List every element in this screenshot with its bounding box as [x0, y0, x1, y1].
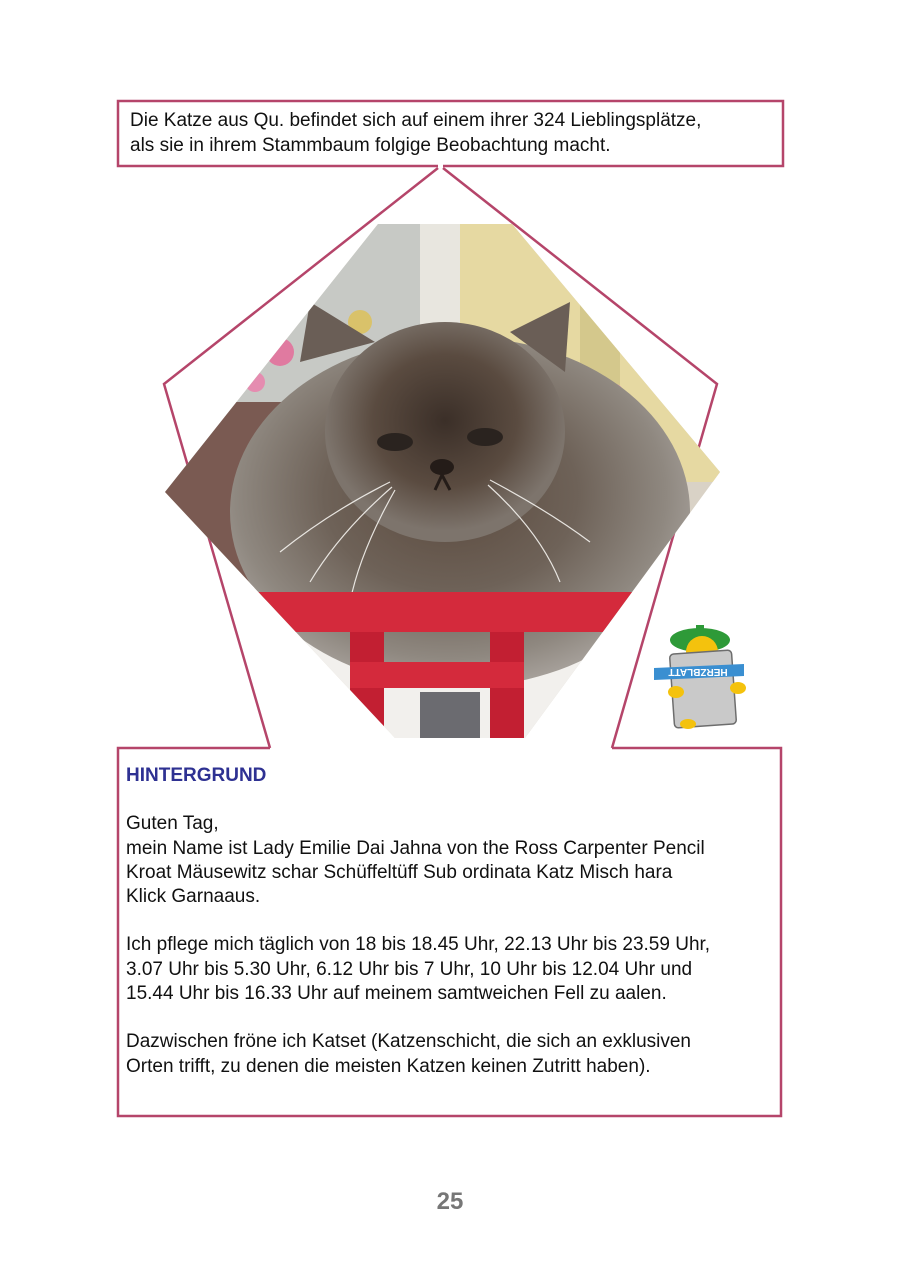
caption-line: als sie in ihrem Stammbaum folgige Beobachtung macht. — [130, 135, 611, 156]
text-line: Kroat Mäusewitz schar Schüffeltüff Sub ordinata Katz Misch hara — [126, 861, 673, 883]
page-number: 25 — [436, 1188, 464, 1215]
caption-text — [130, 108, 780, 158]
section-heading: HINTERGRUND — [126, 765, 267, 786]
greeting-paragraph — [126, 812, 786, 909]
text-line: Guten Tag, — [126, 813, 219, 835]
text-line: Ich pflege mich täglich von 18 bis 18.45 Uhr, 22.13 Uhr bis 23.59 Uhr, — [126, 934, 711, 956]
grooming-schedule-paragraph — [126, 933, 786, 1006]
text-line: mein Name ist Lady Emilie Dai Jahna von the Ross Carpenter Pencil — [126, 837, 705, 859]
text-line: Dazwischen fröne ich Katset (Katzenschicht, die sich an exklusiven — [126, 1031, 691, 1053]
newspaper-title: HERZBLATT — [668, 666, 728, 677]
text-line: 3.07 Uhr bis 5.30 Uhr, 6.12 Uhr bis 7 Uhr, 10 Uhr bis 12.04 Uhr und — [126, 958, 693, 980]
cat-photo — [160, 222, 720, 738]
text-line: Orten trifft, zu denen die meisten Katzen keinen Zutritt haben). — [126, 1055, 651, 1077]
newspaper-reader-icon — [648, 622, 752, 732]
katset-paragraph — [126, 1030, 786, 1079]
text-line: Klick Garnaaus. — [126, 886, 261, 908]
background-info — [126, 764, 786, 1103]
text-line: 15.44 Uhr bis 16.33 Uhr auf meinem samtweichen Fell zu aalen. — [126, 983, 667, 1005]
caption-line: Die Katze aus Qu. befindet sich auf einem ihrer 324 Lieblingsplätze, — [130, 110, 702, 131]
